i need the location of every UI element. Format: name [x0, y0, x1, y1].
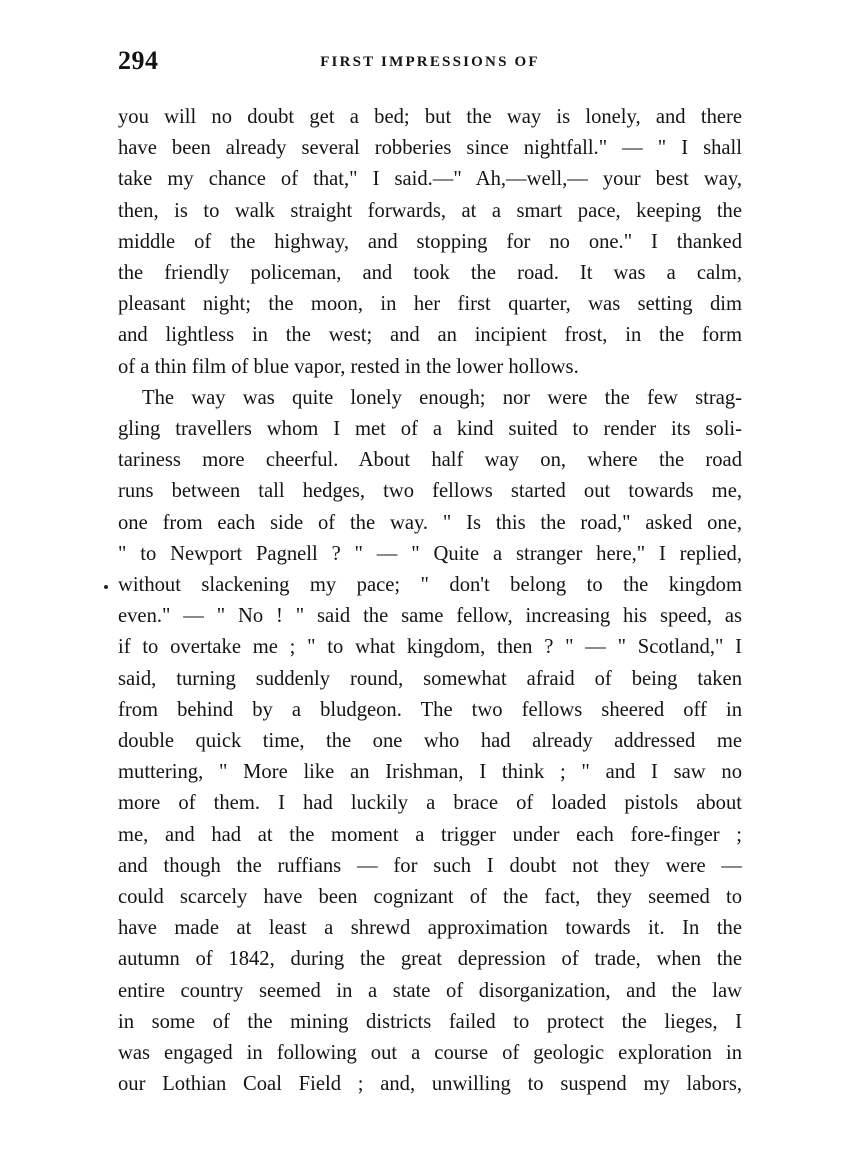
text-line: then, is to walk straight forwards, at a smart pace, keeping the	[118, 199, 742, 222]
text-line: and though the ruffians — for such I doubt not they were —	[118, 854, 742, 877]
text-line: was engaged in following out a course of geologic exploration in	[118, 1042, 742, 1065]
text-line: without slackening my pace; " don't belong to the kingdom	[118, 574, 742, 597]
text-line: even." — " No ! " said the same fellow, increasing his speed, as	[118, 605, 742, 628]
paragraph	[118, 102, 742, 383]
text-line: the friendly policeman, and took the road. It was a calm,	[118, 262, 742, 285]
text-line: entire country seemed in a state of disorganization, and the law	[118, 979, 742, 1002]
text-line: you will no doubt get a bed; but the way is lonely, and there	[118, 106, 742, 128]
text-line: gling travellers whom I met of a kind suited to render its soli-	[118, 418, 742, 441]
text-line: middle of the highway, and stopping for no one." I thanked	[118, 230, 742, 253]
text-line: autumn of 1842, during the great depression of trade, when the	[118, 948, 742, 971]
text-line: double quick time, the one who had already addressed me	[118, 730, 742, 753]
text-line: our Lothian Coal Field ; and, unwilling to suspend my labors,	[118, 1073, 742, 1096]
text-line: have been already several robberies since nightfall." — " I shall	[118, 137, 742, 160]
running-title: FIRST IMPRESSIONS OF	[320, 54, 540, 70]
margin-dot-mark	[104, 585, 108, 589]
text-line: of a thin film of blue vapor, rested in the lower hollows.	[118, 355, 579, 378]
text-line: one from each side of the way. " Is this the road," asked one,	[118, 511, 742, 534]
text-line: in some of the mining districts failed to protect the lieges, I	[118, 1010, 742, 1033]
text-line: runs between tall hedges, two fellows started out towards me,	[118, 480, 742, 503]
page-number: 294	[118, 46, 159, 75]
text-line: The way was quite lonely enough; nor were the few strag-	[142, 386, 742, 409]
text-line: and lightless in the west; and an incipient frost, in the form	[118, 324, 742, 347]
body-text	[118, 102, 742, 1101]
text-line: more of them. I had luckily a brace of loaded pistols about	[118, 792, 742, 815]
text-line: pleasant night; the moon, in her first quarter, was setting dim	[118, 293, 742, 316]
text-line: from behind by a bludgeon. The two fellows sheered off in	[118, 698, 742, 721]
text-line: said, turning suddenly round, somewhat afraid of being taken	[118, 667, 742, 690]
text-line: have made at least a shrewd approximation towards it. In the	[118, 917, 742, 940]
text-line: if to overtake me ; " to what kingdom, then ? " — " Scotland," I	[118, 636, 742, 659]
text-line: tariness more cheerful. About half way on, where the road	[118, 449, 742, 472]
running-head	[118, 44, 742, 78]
text-line: me, and had at the moment a trigger under each fore-finger ;	[118, 823, 742, 846]
text-line: could scarcely have been cognizant of the fact, they seemed to	[118, 886, 742, 909]
text-line: muttering, " More like an Irishman, I think ; " and I saw no	[118, 761, 742, 784]
paragraph	[118, 383, 742, 1101]
text-line: take my chance of that," I said.—" Ah,—well,— your best way,	[118, 168, 742, 191]
text-line: " to Newport Pagnell ? " — " Quite a stranger here," I replied,	[118, 542, 742, 565]
